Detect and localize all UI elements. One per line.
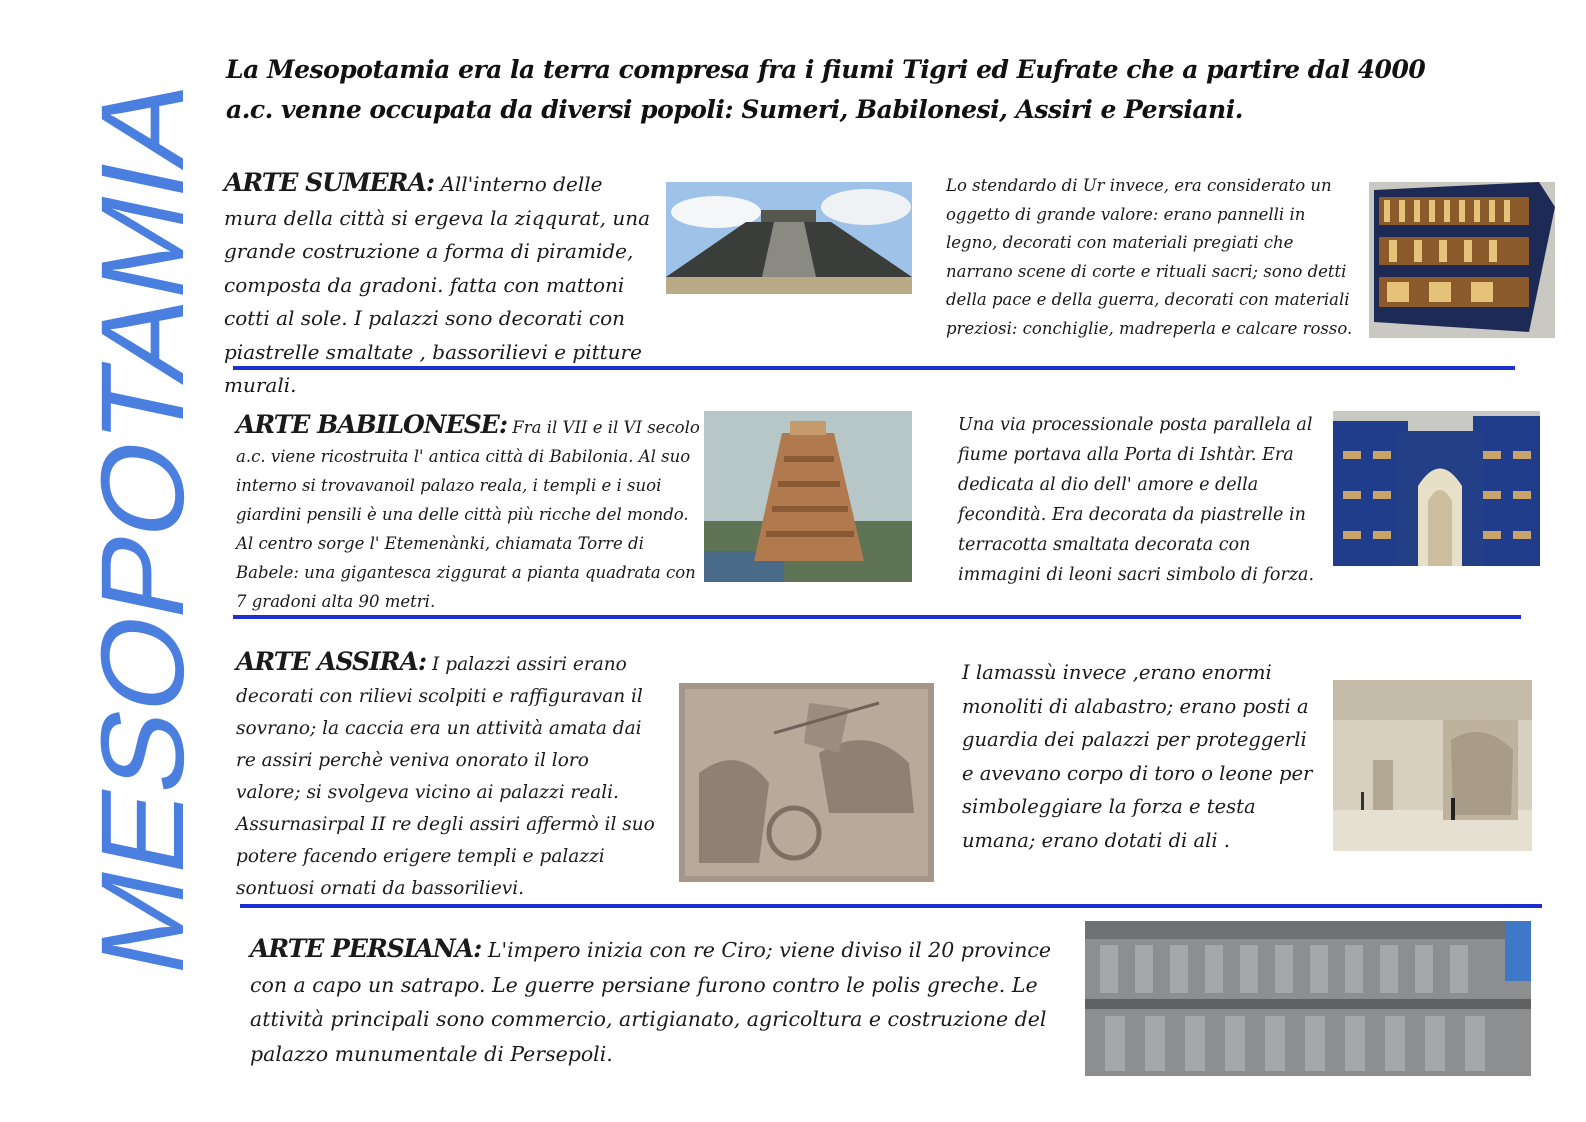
assyrian-hunt-relief-image: [679, 683, 934, 882]
section-sumera-body: All'interno delle mura della città si ergeva la ziqqurat, una grande costruzione a forma di piramide, composta da gradoni. fatta con mattoni cotti al sole. I palazzi sono decorati con piastrelle smaltate , bassorilievi e pitture murali.: [224, 172, 651, 397]
section-sumera-side-text: Lo stendardo di Ur invece, era considerato un oggetto di grande valore: erano pannelli in legno, decorati con materiali pregiati che narrano scene di corte e rituali sacri; sono detti della pace e della guerra, decorati con materiali preziosi: conchiglie, madreperla e calcare rosso.: [946, 176, 1353, 338]
section-divider: [233, 366, 1515, 370]
section-persiana-heading: ARTE PERSIANA:: [250, 934, 482, 963]
section-sumera-heading: ARTE SUMERA:: [224, 168, 435, 197]
lamassu-image: [1333, 680, 1532, 851]
section-divider: [240, 904, 1542, 908]
tower-of-babel-image: [704, 411, 912, 582]
section-assira-side-text: I lamassù invece ,erano enormi monoliti di alabastro; erano posti a guardia dei palazzi per proteggerli e avevano corpo di toro o leone per simboleggiare la forza e testa umana; erano dotati di ali .: [962, 661, 1313, 852]
section-assira-text: [236, 646, 656, 905]
standard-of-ur-image: [1369, 182, 1555, 338]
section-persiana-body: L'impero inizia con re Ciro; viene diviso il 20 province con a capo un satrapo. Le guerre persiane furono contro le polis greche. Le attività principali sono commercio, artigianato, agricoltura e costruzione del palazzo munumentale di Persepoli.: [250, 938, 1052, 1066]
section-assira-body: I palazzi assiri erano decorati con rilievi scolpiti e raffiguravan il sovrano; la caccia era un attività amata dai re assiri perchè veniva onorato il loro valore; si svolgeva vicino ai palazzi reali. Assurnasirpal II re degli assiri affermò il suo potere facendo erigere templi e palazzi sontuosi ornati da bassorilievi.: [236, 654, 655, 899]
section-babilonese-side-text: Una via processionale posta parallela al fiume portava alla Porta di Ishtàr. Era dedicata al dio dell' amore e della fecondità. Era decorata da piastrelle in terracotta smaltata decorata con immagini di leoni sacri simbolo di forza.: [958, 415, 1315, 585]
section-babilonese-text: [236, 410, 706, 616]
page-title: [55, 70, 205, 1000]
section-persiana-text: [250, 932, 1070, 1071]
ishtar-gate-image: [1333, 411, 1540, 566]
section-babilonese-heading: ARTE BABILONESE:: [236, 410, 508, 439]
persepolis-relief-image: [1085, 921, 1531, 1076]
section-divider: [233, 615, 1521, 619]
ziggurat-image: [666, 182, 912, 294]
page-title-text: MESOPOTAMIA: [77, 87, 205, 986]
section-babilonese-body: Fra il VII e il VI secolo a.c. viene ricostruita l' antica città di Babilonia. Al suo interno si trovavanoil palazo reala, i templi e i suoi giardini pensili è una delle città più ricche del mondo. Al centro sorge l' Etemenànki, chiamata Torre di Babele: una gigantesca ziggurat a pianta quadrata con 7 gradoni alta 90 metri.: [236, 418, 700, 611]
intro-text: La Mesopotamia era la terra compresa fra i fiumi Tigri ed Eufrate che a partire dal 4000 a.c. venne occupata da diversi popoli: Sumeri, Babilonesi, Assiri e Persiani.: [226, 55, 1426, 124]
section-assira-heading: ARTE ASSIRA:: [236, 647, 427, 676]
